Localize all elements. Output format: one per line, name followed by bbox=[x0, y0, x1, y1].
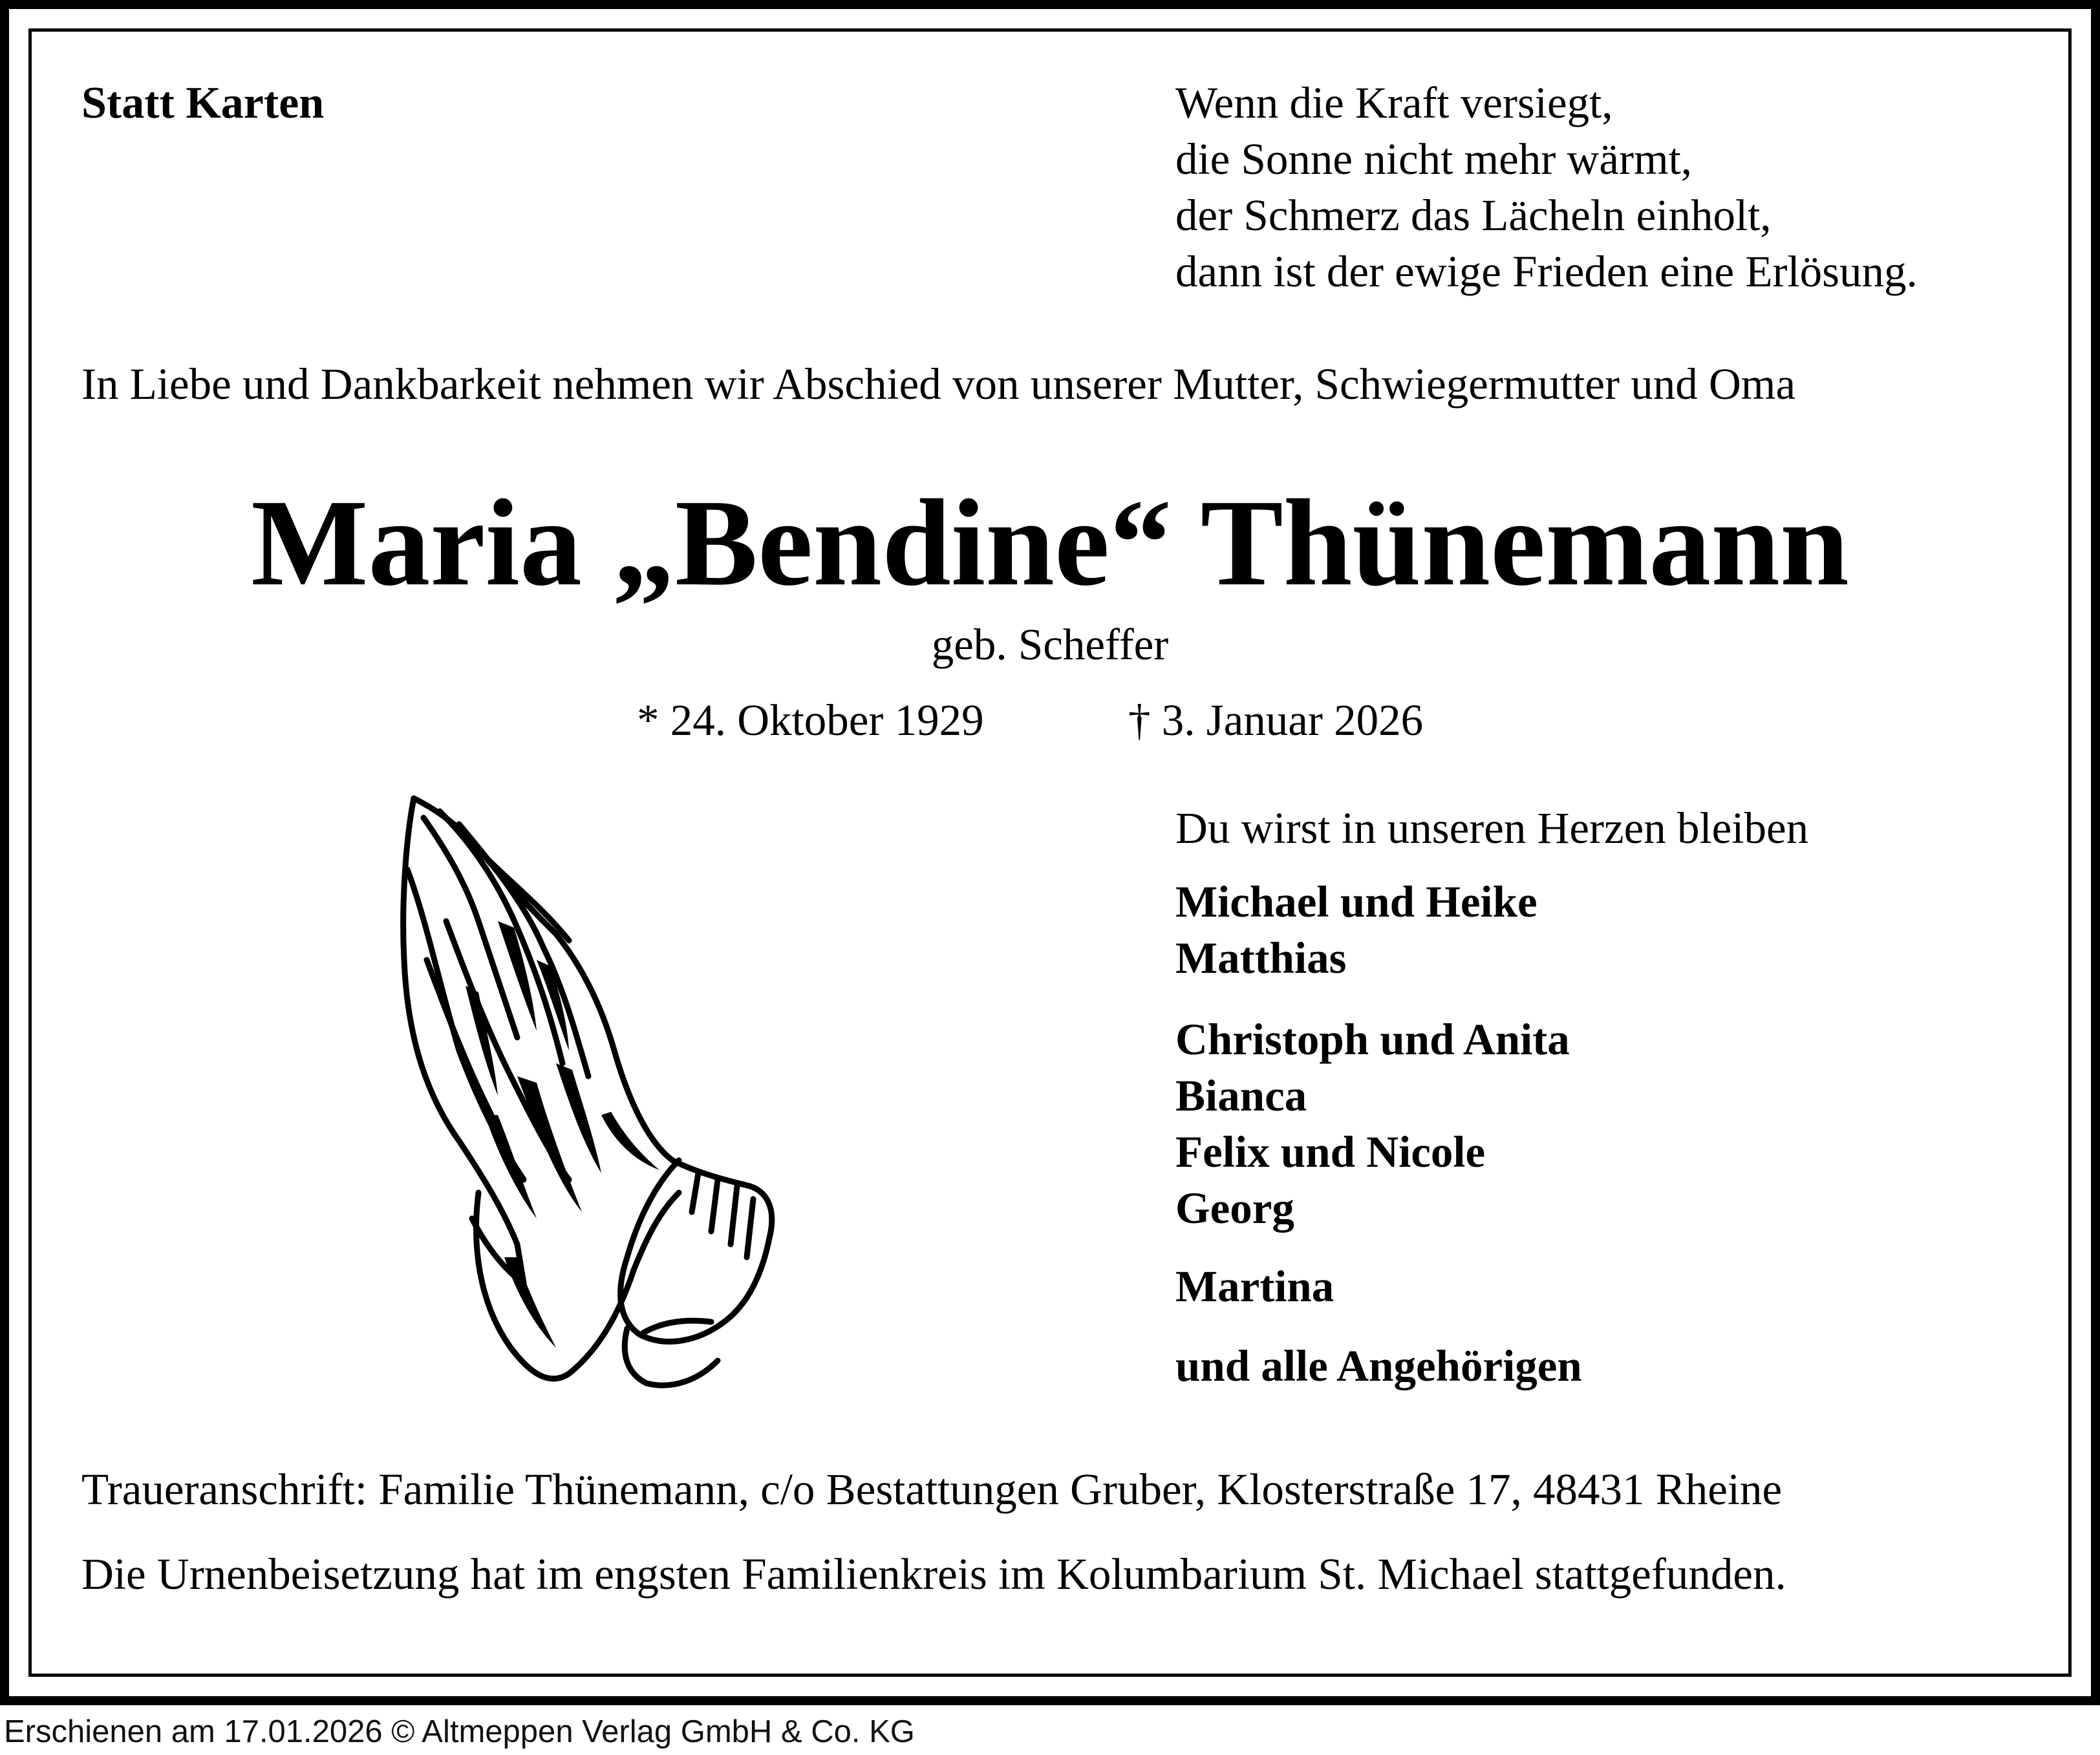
death-date: † 3. Januar 2026 bbox=[1128, 696, 1424, 745]
mourner-name: Bianca bbox=[1175, 1071, 1307, 1120]
intro-text: In Liebe und Dankbarkeit nehmen wir Abschied von unserer Mutter, Schwiegermutter und Oma bbox=[81, 359, 1796, 409]
maiden-name: geb. Scheffer bbox=[931, 620, 1169, 669]
praying-hands-icon bbox=[388, 792, 802, 1393]
mourners-group bbox=[1175, 1012, 1570, 1237]
mourning-address: Traueranschrift: Familie Thünemann, c/o Bestattungen Gruber, Klosterstraße 17, 48431 Rheine bbox=[81, 1465, 1783, 1514]
mourner-name: und alle Angehörigen bbox=[1175, 1341, 1582, 1390]
poem bbox=[1175, 75, 1918, 300]
mourners-group bbox=[1175, 874, 1538, 986]
mourner-name: Michael und Heike bbox=[1175, 877, 1538, 926]
poem-line: die Sonne nicht mehr wärmt, bbox=[1175, 134, 1693, 184]
birth-date: * 24. Oktober 1929 bbox=[637, 696, 984, 745]
mourners-heading: Du wirst in unseren Herzen bleiben bbox=[1175, 803, 1809, 853]
poem-line: dann ist der ewige Frieden eine Erlösung. bbox=[1175, 247, 1918, 296]
publication-footer: Erschienen am 17.01.2026 © Altmeppen Verlag GmbH & Co. KG bbox=[4, 1714, 915, 1749]
mourners-group bbox=[1175, 1259, 1334, 1315]
mourner-name: Georg bbox=[1175, 1184, 1294, 1233]
deceased-name: Maria „Bendine“ Thünemann bbox=[251, 474, 1849, 612]
mourner-name: Felix und Nicole bbox=[1175, 1127, 1486, 1176]
poem-line: Wenn die Kraft versiegt, bbox=[1175, 78, 1613, 127]
mourners-group bbox=[1175, 1338, 1582, 1394]
mourner-name: Matthias bbox=[1175, 933, 1347, 983]
mourner-name: Martina bbox=[1175, 1262, 1334, 1311]
poem-line: der Schmerz das Lächeln einholt, bbox=[1175, 191, 1772, 240]
burial-notice: Die Urnenbeisetzung hat im engsten Familienkreis im Kolumbarium St. Michael stattgefunden. bbox=[81, 1549, 1786, 1599]
statt-karten-label: Statt Karten bbox=[81, 78, 325, 128]
mourner-name: Christoph und Anita bbox=[1175, 1015, 1570, 1064]
